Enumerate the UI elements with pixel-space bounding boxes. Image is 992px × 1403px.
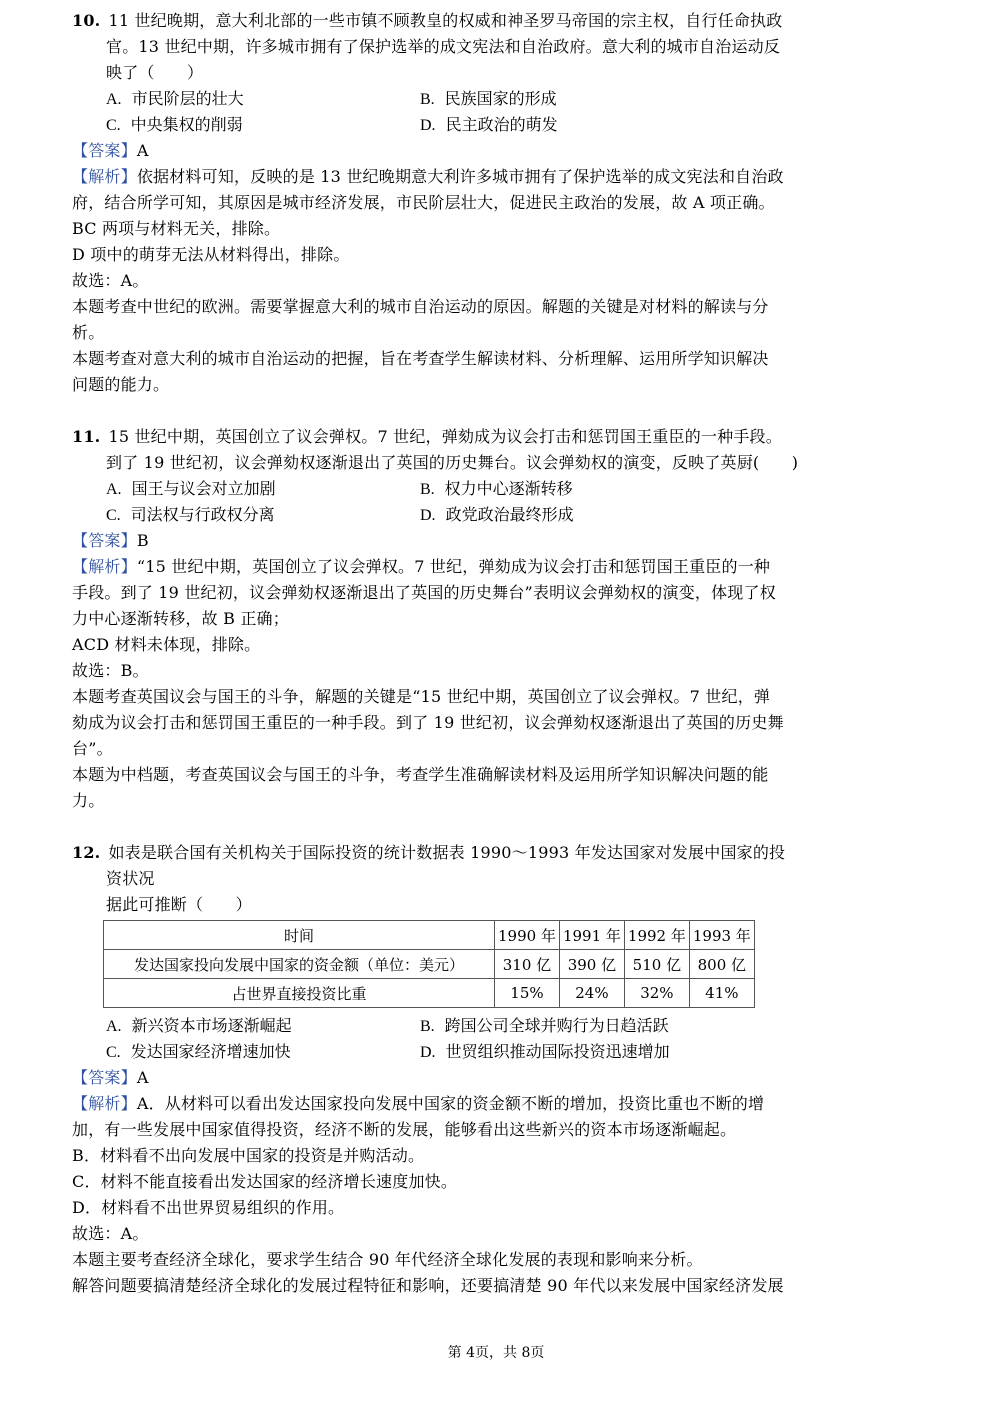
q10-stem-line: 10. 11 世纪晚期，意大利北部的一些市镇不顾教皇的权威和神圣罗马帝国的宗主权，自行任命执政: [72, 11, 783, 30]
analysis-tag: 【解析】: [72, 1094, 137, 1113]
q10-analysis-line: 【解析】依据材料可知，反映的是 13 世纪晚期意大利许多城市拥有了保护选举的成文宪法和自治政: [72, 167, 784, 186]
table-cell: 24%: [559, 979, 624, 1008]
q10-analysis-line: 府，结合所学可知，其原因是城市经济发展，市民阶层壮大，促进民主政治的发展，故 A 项正确。: [72, 193, 775, 212]
q11-analysis-line: 本题为中档题，考查英国议会与国王的斗争，考查学生准确解读材料及运用所学知识解决问题的能: [72, 765, 769, 784]
q12-option-a: A. 新兴资本市场逐渐崛起: [106, 1016, 292, 1035]
table-header-row: [104, 921, 755, 950]
q11-analysis-line: ACD 材料未体现，排除。: [72, 635, 261, 654]
q12-option-c: C. 发达国家经济增速加快: [106, 1042, 291, 1061]
q10-option-c: C. 中央集权的削弱: [106, 115, 243, 134]
q11-analysis-line: 本题考查英国议会与国王的斗争，解题的关键是“15 世纪中期，英国创立了议会弹权。7 世纪，弹: [72, 687, 771, 706]
q11-analysis-line: 力。: [72, 791, 105, 810]
q12-analysis-line: 故选：A。: [72, 1224, 149, 1243]
q11-analysis-line: 力中心逐渐转移，故 B 正确；: [72, 609, 289, 628]
q10-stem-line: 官。13 世纪中期，许多城市拥有了保护选举的成文宪法和自治政府。意大利的城市自治运动反: [106, 37, 781, 56]
q11-option-d: D. 政党政治最终形成: [420, 505, 574, 524]
question-number: 11.: [72, 427, 101, 446]
q11-analysis-line: 故选：B。: [72, 661, 149, 680]
q12-stem-line: 据此可推断（ ）: [106, 895, 252, 914]
q11-option-a: A. 国王与议会对立加剧: [106, 479, 276, 498]
table-cell: 发达国家投向发展中国家的资金额（单位：美元）: [104, 950, 495, 979]
q11-analysis-line: 【解析】“15 世纪中期，英国创立了议会弹权。7 世纪，弹劾成为议会打击和惩罚国王重臣的一种: [72, 557, 771, 576]
q12-analysis-line: B．材料看不出向发展中国家的投资是并购活动。: [72, 1146, 425, 1165]
investment-table: [103, 920, 755, 1008]
q10-analysis-line: 问题的能力。: [72, 375, 170, 394]
q10-option-d: D. 民主政治的萌发: [420, 115, 558, 134]
analysis-tag: 【解析】: [72, 557, 137, 576]
q12-answer: 【答案】A: [72, 1068, 149, 1087]
q11-stem-line: 到了 19 世纪初，议会弹劾权逐渐退出了英国的历史舞台。议会弹劾权的演变，反映了英厨( ): [106, 453, 799, 472]
q10-stem-line: 映了（ ）: [106, 63, 204, 82]
table-row: [104, 950, 755, 979]
analysis-tag: 【解析】: [72, 167, 137, 186]
q12-analysis-line: D．材料看不出世界贸易组织的作用。: [72, 1198, 345, 1217]
q10-answer: 【答案】A: [72, 141, 149, 160]
q10-option-a: A. 市民阶层的壮大: [106, 89, 244, 108]
q11-option-c: C. 司法权与行政权分离: [106, 505, 275, 524]
table-header-cell: 1991 年: [559, 921, 624, 950]
q10-analysis-line: 本题考查对意大利的城市自治运动的把握，旨在考查学生解读材料、分析理解、运用所学知识解决: [72, 349, 769, 368]
table-cell: 41%: [689, 979, 754, 1008]
q10-analysis-line: 析。: [72, 323, 105, 342]
q12-option-b: B. 跨国公司全球并购行为日趋活跃: [420, 1016, 669, 1035]
table-cell: 390 亿: [559, 950, 624, 979]
q12-analysis-line: 【解析】A．从材料可以看出发达国家投向发展中国家的资金额不断的增加，投资比重也不断的增: [72, 1094, 765, 1113]
table-cell: 800 亿: [689, 950, 754, 979]
answer-tag: 【答案】: [72, 141, 137, 160]
question-number: 10.: [72, 11, 101, 30]
q12-analysis-line: 加，有一些发展中国家值得投资，经济不断的发展，能够看出这些新兴的资本市场逐渐崛起。: [72, 1120, 737, 1139]
table-header-cell: 时间: [104, 921, 495, 950]
q10-analysis-line: 本题考查中世纪的欧洲。需要掌握意大利的城市自治运动的原因。解题的关键是对材料的解读与分: [72, 297, 769, 316]
q10-analysis-line: 故选：A。: [72, 271, 149, 290]
q12-stem-line: 资状况: [106, 869, 155, 888]
question-number: 12.: [72, 843, 101, 862]
q11-analysis-line: 劾成为议会打击和惩罚国王重臣的一种手段。到了 19 世纪初，议会弹劾权逐渐退出了英国的历史舞: [72, 713, 784, 732]
table-row: [104, 979, 755, 1008]
q12-stem-line: 12. 如表是联合国有关机构关于国际投资的统计数据表 1990～1993 年发达国家对发展中国家的投: [72, 843, 786, 862]
answer-tag: 【答案】: [72, 1068, 137, 1087]
q10-option-b: B. 民族国家的形成: [420, 89, 557, 108]
answer-tag: 【答案】: [72, 531, 137, 550]
q12-analysis-line: C．材料不能直接看出发达国家的经济增长速度加快。: [72, 1172, 458, 1191]
table-cell: 占世界直接投资比重: [104, 979, 495, 1008]
q11-analysis-line: 手段。到了 19 世纪初，议会弹劾权逐渐退出了英国的历史舞台”表明议会弹劾权的演变，体现了权: [72, 583, 776, 602]
q10-analysis-line: BC 两项与材料无关，排除。: [72, 219, 281, 238]
table-header-cell: 1992 年: [624, 921, 689, 950]
q12-analysis-line: 本题主要考查经济全球化，要求学生结合 90 年代经济全球化发展的表现和影响来分析。: [72, 1250, 703, 1269]
page-footer: 第 4页，共 8页: [447, 1345, 545, 1361]
table-header-cell: 1993 年: [689, 921, 754, 950]
q11-answer: 【答案】B: [72, 531, 149, 550]
q11-stem-line: 11. 15 世纪中期，英国创立了议会弹权。7 世纪，弹劾成为议会打击和惩罚国王重臣的一种手段。: [72, 427, 782, 446]
q12-analysis-line: 解答问题要搞清楚经济全球化的发展过程特征和影响，还要搞清楚 90 年代以来发展中国家经济发展: [72, 1276, 784, 1295]
q11-analysis-line: 台”。: [72, 739, 113, 758]
q11-option-b: B. 权力中心逐渐转移: [420, 479, 573, 498]
table-header-cell: 1990 年: [495, 921, 560, 950]
q10-analysis-line: D 项中的萌芽无法从材料得出，排除。: [72, 245, 350, 264]
table-cell: 15%: [495, 979, 560, 1008]
table-cell: 310 亿: [495, 950, 560, 979]
table-cell: 510 亿: [624, 950, 689, 979]
q12-option-d: D. 世贸组织推动国际投资迅速增加: [420, 1042, 670, 1061]
table-cell: 32%: [624, 979, 689, 1008]
